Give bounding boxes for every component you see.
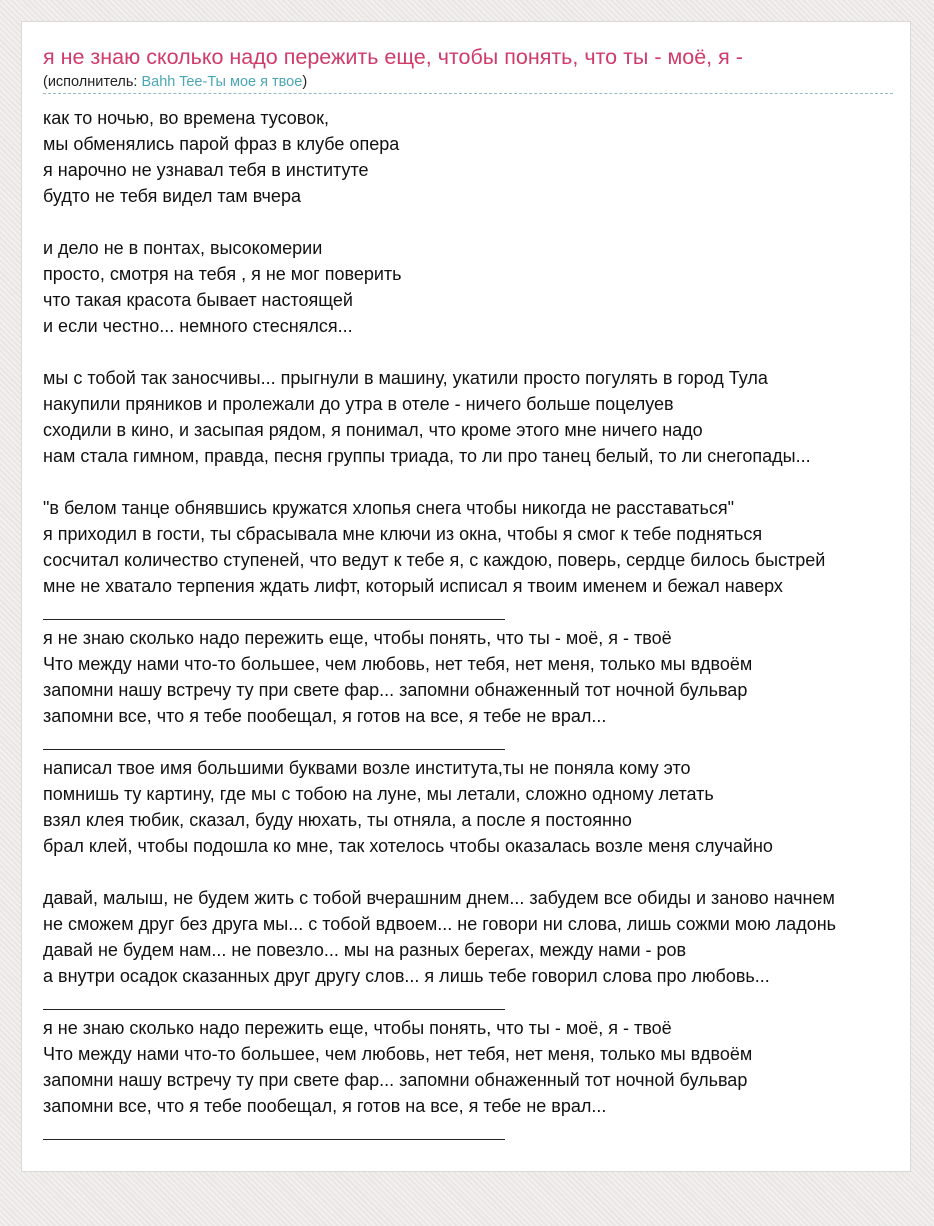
lyric-line: запомни все, что я тебе пообещал, я готов на все, я тебе не врал... [43, 1096, 607, 1116]
artist-link[interactable]: Bahh Tee-Ты мое я твое [141, 74, 303, 90]
lyrics-body [43, 105, 934, 1145]
lyric-line: помнишь ту картину, где мы с тобою на луне, мы летали, сложно одному летать [43, 784, 714, 804]
header-separator [43, 93, 893, 94]
song-title: я не знаю сколько надо пережить еще, чтобы понять, что ты - моё, я - [43, 45, 743, 69]
artist-prefix: (исполнитель: [43, 74, 142, 90]
lyric-line: запомни нашу встречу ту при свете фар... запомни обнаженный тот ночной бульвар [43, 1070, 748, 1090]
lyric-line: а внутри осадок сказанных друг другу слов... я лишь тебе говорил слова про любовь... [43, 966, 770, 986]
lyric-line: будто не тебя видел там вчера [43, 186, 301, 206]
lyric-line: и если честно... немного стеснялся... [43, 316, 353, 336]
lyric-line: мы обменялись парой фраз в клубе опера [43, 134, 400, 154]
section-divider [43, 989, 934, 1015]
stanza-break [43, 209, 934, 235]
lyric-line: "в белом танце обнявшись кружатся хлопья снега чтобы никогда не расставаться" [43, 498, 734, 518]
section-divider [43, 729, 934, 755]
lyric-line: давай, малыш, не будем жить с тобой вчерашним днем... забудем все обиды и заново начнем [43, 888, 835, 908]
lyric-line: запомни все, что я тебе пообещал, я готов на все, я тебе не врал... [43, 706, 607, 726]
stanza-break [43, 339, 934, 365]
lyric-line: давай не будем нам... не повезло... мы на разных берегах, между нами - ров [43, 940, 687, 960]
lyric-line: нам стала гимном, правда, песня группы триада, то ли про танец белый, то ли снегопады... [43, 446, 811, 466]
lyrics-card [21, 21, 911, 1172]
lyric-line: Что между нами что-то большее, чем любовь, нет тебя, нет меня, только мы вдвоём [43, 1044, 753, 1064]
section-divider [43, 599, 934, 625]
artist-suffix: ) [302, 74, 308, 90]
lyric-line: я приходил в гости, ты сбрасывала мне ключи из окна, чтобы я смог к тебе подняться [43, 524, 763, 544]
lyric-line: мы с тобой так заносчивы... прыгнули в машину, укатили просто погулять в город Тула [43, 368, 768, 388]
lyric-line: я не знаю сколько надо пережить еще, чтобы понять, что ты - моё, я - твоё [43, 628, 672, 648]
lyric-line: я не знаю сколько надо пережить еще, чтобы понять, что ты - моё, я - твоё [43, 1018, 672, 1038]
stanza-break [43, 469, 934, 495]
lyric-line: как то ночью, во времена тусовок, [43, 108, 330, 128]
lyric-line: Что между нами что-то большее, чем любовь, нет тебя, нет меня, только мы вдвоём [43, 654, 753, 674]
lyric-line: брал клей, чтобы подошла ко мне, так хотелось чтобы оказалась возле меня случайно [43, 836, 773, 856]
lyric-line: запомни нашу встречу ту при свете фар... запомни обнаженный тот ночной бульвар [43, 680, 748, 700]
stanza-break [43, 859, 934, 885]
lyric-line: взял клея тюбик, сказал, буду нюхать, ты отняла, а после я постоянно [43, 810, 632, 830]
lyric-line: сосчитал количество ступеней, что ведут к тебе я, с каждою, поверь, сердце билось быстрей [43, 550, 826, 570]
lyric-line: сходили в кино, и засыпая рядом, я понимал, что кроме этого мне ничего надо [43, 420, 703, 440]
lyric-line: написал твое имя большими буквами возле института,ты не поняла кому это [43, 758, 691, 778]
artist-line [43, 73, 307, 91]
lyric-line: я нарочно не узнавал тебя в институте [43, 160, 369, 180]
lyric-line: не сможем друг без друга мы... с тобой вдвоем... не говори ни слова, лишь сожми мою ладонь [43, 914, 837, 934]
lyric-line: мне не хватало терпения ждать лифт, который исписал я твоим именем и бежал наверх [43, 576, 783, 596]
lyric-line: и дело не в понтах, высокомерии [43, 238, 323, 258]
lyric-line: просто, смотря на тебя , я не мог поверить [43, 264, 402, 284]
lyric-line: накупили пряников и пролежали до утра в отеле - ничего больше поцелуев [43, 394, 674, 414]
lyric-line: что такая красота бывает настоящей [43, 290, 353, 310]
section-divider [43, 1119, 934, 1145]
